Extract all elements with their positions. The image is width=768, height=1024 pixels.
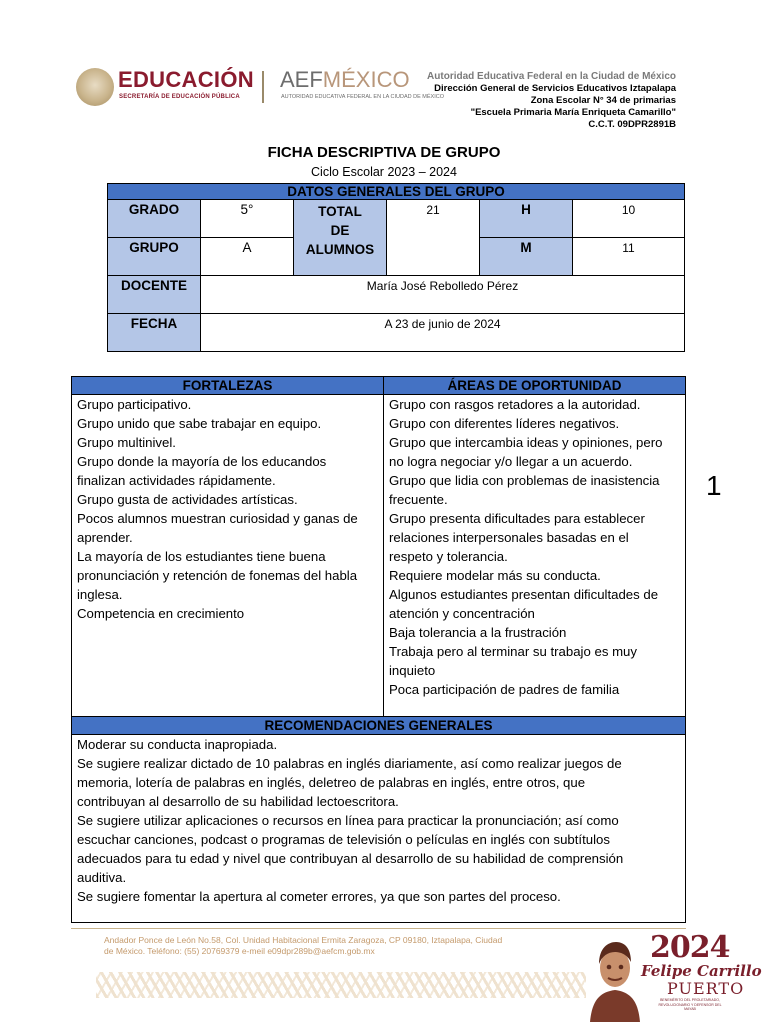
area-line: Algunos estudiantes presentan dificultades de bbox=[389, 587, 659, 602]
total-label-line2: DE bbox=[330, 223, 350, 238]
fortaleza-line: pronunciación y retención de fonemas del habla bbox=[77, 568, 358, 583]
grupo-value: A bbox=[201, 238, 294, 276]
felipe-carrillo-portrait-icon bbox=[586, 930, 644, 1022]
area-line: Grupo que lidia con problemas de inasistencia bbox=[389, 473, 660, 488]
fortaleza-line: Grupo multinivel. bbox=[77, 435, 176, 450]
aef-mexico-logo-text bbox=[280, 67, 410, 93]
h-label: H bbox=[480, 200, 573, 238]
sep-seal-logo bbox=[76, 68, 114, 106]
area-line: Grupo presenta dificultades para establecer bbox=[389, 511, 645, 526]
total-label-line3: ALUMNOS bbox=[305, 242, 375, 257]
mexico-word: MÉXICO bbox=[322, 67, 410, 92]
area-line: Trabaja pero al terminar su trabajo es muy bbox=[389, 644, 637, 659]
educacion-logo-text: EDUCACIÓN bbox=[118, 67, 254, 92]
header-line-authority: Autoridad Educativa Federal en la Ciudad de México bbox=[427, 71, 676, 82]
recomendaciones-cell bbox=[72, 735, 686, 923]
general-data-heading: DATOS GENERALES DEL GRUPO bbox=[108, 184, 685, 200]
recomendacion-line: adecuados para tu edad y nivel que contribuyan al desarrollo de su habilidad de comprensión bbox=[77, 851, 624, 866]
recomendacion-line: escuchar canciones, podcast o programas de televisión o películas en inglés con subtítulos bbox=[77, 832, 610, 847]
fortaleza-line: Grupo participativo. bbox=[77, 397, 192, 412]
fecha-label: FECHA bbox=[108, 314, 201, 352]
grupo-label: GRUPO bbox=[108, 238, 201, 276]
recomendacion-line: Moderar su conducta inapropiada. bbox=[77, 737, 278, 752]
document-title: FICHA DESCRIPTIVA DE GRUPO bbox=[267, 144, 501, 161]
header-line-cct: C.C.T. 09DPR2891B bbox=[588, 119, 676, 130]
total-label-line1: TOTAL bbox=[318, 204, 362, 219]
page-number: 1 bbox=[706, 470, 722, 501]
fortaleza-line: Pocos alumnos muestran curiosidad y ganas de bbox=[77, 511, 358, 526]
h-value: 10 bbox=[573, 200, 685, 238]
school-header-block bbox=[427, 71, 676, 131]
fortaleza-line: Grupo gusta de actividades artísticas. bbox=[77, 492, 298, 507]
footer-puerto: PUERTO bbox=[667, 979, 745, 998]
docente-value: María José Rebolledo Pérez bbox=[201, 276, 685, 314]
areas-heading: ÁREAS DE OPORTUNIDAD bbox=[384, 377, 686, 395]
footer-address bbox=[104, 935, 584, 956]
area-line: relaciones interpersonales basadas en el bbox=[389, 530, 629, 545]
fortalezas-cell bbox=[72, 395, 384, 717]
area-line: atención y concentración bbox=[389, 606, 535, 621]
general-data-table bbox=[107, 183, 685, 352]
footer-divider bbox=[71, 928, 686, 929]
footer-year: 2024 bbox=[650, 930, 730, 965]
area-line: Grupo con diferentes líderes negativos. bbox=[389, 416, 620, 431]
header-line-direction: Dirección General de Servicios Educativos Iztapalapa bbox=[434, 83, 676, 94]
total-value: 21 bbox=[387, 200, 480, 276]
recomendaciones-heading: RECOMENDACIONES GENERALES bbox=[72, 717, 686, 735]
total-label bbox=[294, 200, 387, 276]
fortaleza-line: Grupo unido que sabe trabajar en equipo. bbox=[77, 416, 322, 431]
header-line-zone: Zona Escolar N° 34 de primarias bbox=[530, 95, 676, 106]
footer-address-line1: Andador Ponce de León No.58, Col. Unidad Habitacional Ermita Zaragoza, CP 09180, Iztapalapa, Ciudad bbox=[104, 935, 503, 945]
area-line: frecuente. bbox=[389, 492, 448, 507]
area-line: Baja tolerancia a la frustración bbox=[389, 625, 567, 640]
recomendacion-line: Se sugiere realizar dictado de 10 palabras en inglés diariamente, así como realizar juegos de bbox=[77, 756, 622, 771]
area-line: respeto y tolerancia. bbox=[389, 549, 508, 564]
aef-word: AEF bbox=[280, 67, 323, 92]
fortaleza-line: La mayoría de los estudiantes tiene buena bbox=[77, 549, 326, 564]
docente-label: DOCENTE bbox=[108, 276, 201, 314]
recomendacion-line: Se sugiere utilizar aplicaciones o recursos en línea para practicar la pronunciación; así como bbox=[77, 813, 619, 828]
grado-label: GRADO bbox=[108, 200, 201, 238]
area-line: Requiere modelar más su conducta. bbox=[389, 568, 601, 583]
m-label: M bbox=[480, 238, 573, 276]
area-line: no logra negociar y/o llegar a un acuerdo. bbox=[389, 454, 633, 469]
strengths-opportunities-table bbox=[71, 376, 686, 923]
grado-value: 5° bbox=[201, 200, 294, 238]
fortaleza-line: Grupo donde la mayoría de los educandos bbox=[77, 454, 327, 469]
area-line: Poca participación de padres de familia bbox=[389, 682, 620, 697]
recomendacion-line: Se sugiere fomentar la apertura al cometer errores, ya que son partes del proceso. bbox=[77, 889, 561, 904]
fortaleza-line: aprender. bbox=[77, 530, 133, 545]
aef-logo-subtitle: AUTORIDAD EDUCATIVA FEDERAL EN LA CIUDAD DE MÉXICO bbox=[281, 94, 444, 100]
area-line: inquieto bbox=[389, 663, 436, 678]
footer-felipe-carrillo: Felipe Carrillo bbox=[641, 962, 762, 980]
recomendacion-line: memoria, lotería de palabras en inglés, deletreo de palabras en inglés, entre otros, que bbox=[77, 775, 586, 790]
areas-cell bbox=[384, 395, 686, 717]
area-line: Grupo que intercambia ideas y opiniones, pero bbox=[389, 435, 663, 450]
fortaleza-line: Competencia en crecimiento bbox=[77, 606, 245, 621]
fortaleza-line: inglesa. bbox=[77, 587, 123, 602]
footer-small-caption: BENEMÉRITO DEL PROLETARIADO, REVOLUCIONARIO Y DEFENSOR DEL MAYAB bbox=[658, 998, 722, 1011]
recomendacion-line: auditiva. bbox=[77, 870, 127, 885]
fortaleza-line: finalizan actividades rápidamente. bbox=[77, 473, 276, 488]
document-subtitle: Ciclo Escolar 2023 – 2024 bbox=[311, 165, 457, 179]
m-value: 11 bbox=[573, 238, 685, 276]
footer-address-line2: de México. Teléfono: (55) 20769379 e-meil e09dpr289b@aefcm.gob.mx bbox=[104, 945, 375, 956]
fortalezas-heading: FORTALEZAS bbox=[72, 377, 384, 395]
logo-divider bbox=[262, 71, 264, 103]
fecha-value: A 23 de junio de 2024 bbox=[201, 314, 685, 352]
footer-decorative-pattern bbox=[96, 972, 586, 998]
educacion-logo-subtitle: SECRETARÍA DE EDUCACIÓN PÚBLICA bbox=[119, 94, 240, 100]
recomendacion-line: contribuyan al desarrollo de su habilidad lectoescritora. bbox=[77, 794, 399, 809]
area-line: Grupo con rasgos retadores a la autoridad. bbox=[389, 397, 641, 412]
header-line-school: "Escuela Primaria María Enriqueta Camarillo" bbox=[470, 107, 676, 118]
